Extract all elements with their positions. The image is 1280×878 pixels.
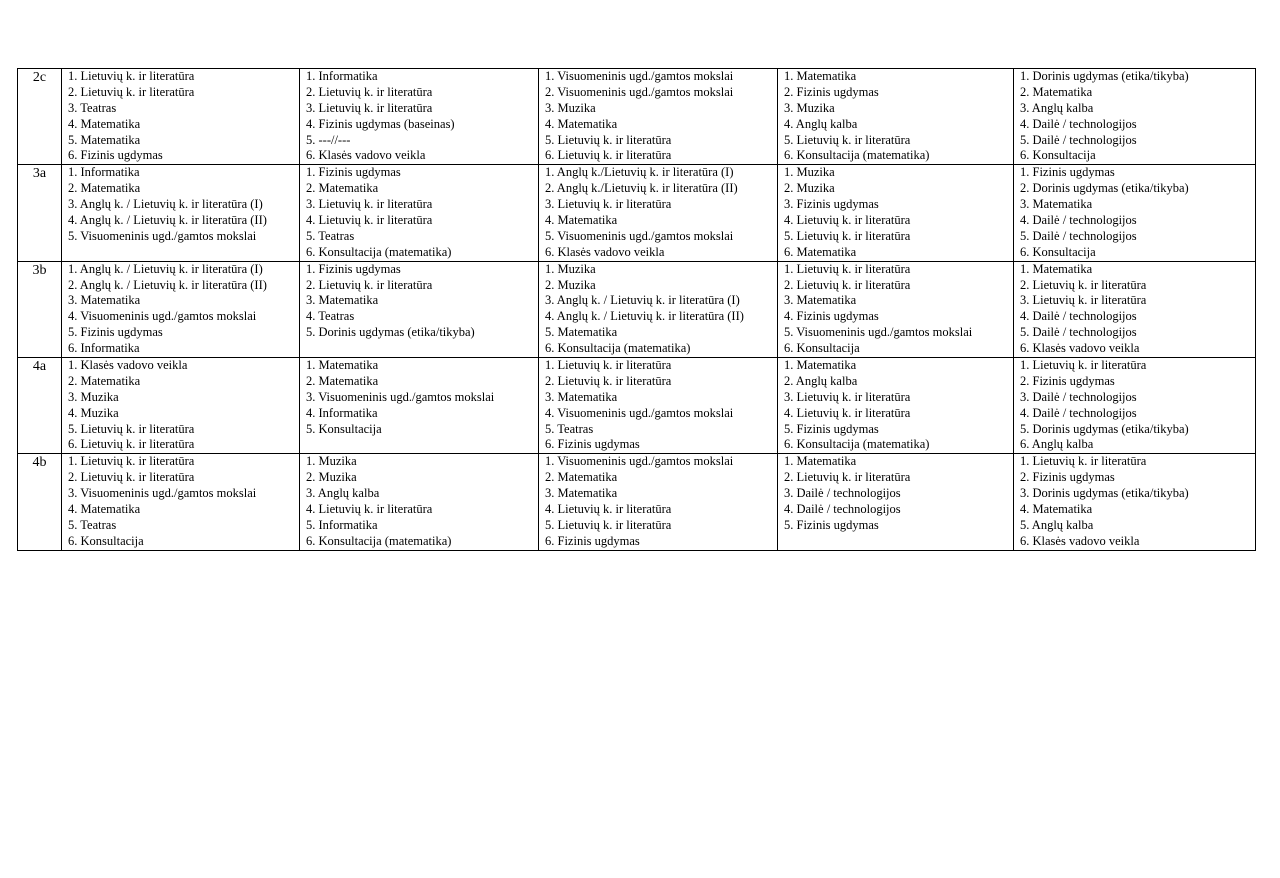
lesson-item: 4. Lietuvių k. ir literatūra	[784, 405, 911, 420]
lesson-item: 1. Muzika	[545, 261, 596, 276]
lesson-item: 3. Anglų k. / Lietuvių k. ir literatūra (I)	[545, 293, 740, 308]
lesson-list	[306, 454, 538, 549]
lesson-item: 1. Visuomeninis ugd./gamtos mokslai	[545, 69, 734, 83]
lesson-item: 6. Konsultacija (matematika)	[784, 148, 930, 163]
lesson-item: 3. Matematika	[1020, 197, 1093, 212]
class-label: 3b	[18, 261, 62, 357]
lesson-item: 5. Lietuvių k. ir literatūra	[545, 517, 672, 532]
lesson-item: 2. Fizinis ugdymas	[1020, 373, 1115, 388]
lesson-item: 5. Dorinis ugdymas (etika/tikyba)	[306, 325, 475, 340]
lesson-item: 5. Dorinis ugdymas (etika/tikyba)	[1020, 421, 1189, 436]
lesson-item: 2. Matematika	[545, 470, 618, 485]
lesson-item: 1. Visuomeninis ugd./gamtos mokslai	[545, 454, 734, 469]
lesson-list	[545, 69, 777, 164]
day-cell	[539, 454, 778, 550]
day-cell	[778, 261, 1014, 357]
lesson-item: 6. Fizinis ugdymas	[545, 437, 640, 452]
lesson-item: 3. Lietuvių k. ir literatūra	[1020, 293, 1147, 308]
lesson-item: 5. Konsultacija	[306, 421, 382, 436]
day-cell	[539, 358, 778, 454]
lesson-list	[545, 165, 777, 260]
day-cell	[62, 69, 300, 165]
lesson-list	[306, 69, 538, 164]
lesson-item: 1. Informatika	[68, 165, 140, 180]
lesson-item: 3. Anglų kalba	[306, 486, 380, 501]
lesson-item: 5. Anglų kalba	[1020, 517, 1094, 532]
lesson-item: 1. Matematika	[784, 358, 857, 373]
lesson-item: 2. Matematika	[68, 373, 141, 388]
lesson-item: 1. Muzika	[306, 454, 357, 469]
lesson-item: 3. Lietuvių k. ir literatūra	[545, 197, 672, 212]
lesson-item: 6. Konsultacija	[1020, 244, 1096, 259]
lesson-list	[784, 262, 1013, 357]
day-cell	[539, 165, 778, 261]
day-cell	[1014, 261, 1256, 357]
lesson-item: 2. Matematika	[1020, 84, 1093, 99]
lesson-item: 4. Dailė / technologijos	[784, 502, 901, 517]
lesson-item: 2. Muzika	[306, 470, 357, 485]
day-cell	[1014, 69, 1256, 165]
lesson-item: 4. Matematika	[68, 502, 141, 517]
lesson-item: 1. Matematika	[1020, 261, 1093, 276]
lesson-item: 6. Konsultacija (matematika)	[306, 533, 452, 548]
day-cell	[1014, 165, 1256, 261]
lesson-item: 5. Teatras	[306, 228, 355, 243]
day-cell	[778, 454, 1014, 550]
lesson-item: 6. Konsultacija (matematika)	[784, 437, 930, 452]
lesson-item: 1. Anglų k. / Lietuvių k. ir literatūra (I)	[68, 261, 263, 276]
lesson-item: 3. Muzika	[784, 100, 835, 115]
lesson-item: 3. Matematika	[68, 293, 141, 308]
lesson-item: 4. Visuomeninis ugd./gamtos mokslai	[68, 309, 257, 324]
lesson-list	[68, 69, 299, 164]
class-label: 4a	[18, 358, 62, 454]
lesson-item: 3. Fizinis ugdymas	[784, 197, 879, 212]
lesson-item: 6. Anglų kalba	[1020, 437, 1094, 452]
timetable-body	[18, 69, 1256, 551]
lesson-item: 2. Lietuvių k. ir literatūra	[784, 470, 911, 485]
lesson-item: 1. Lietuvių k. ir literatūra	[68, 69, 195, 83]
lesson-list	[784, 165, 1013, 260]
lesson-list	[306, 165, 538, 260]
class-label: 4b	[18, 454, 62, 550]
lesson-item: 5. Fizinis ugdymas	[784, 421, 879, 436]
lesson-item: 5. ---//---	[306, 132, 351, 147]
lesson-item: 1. Informatika	[306, 69, 378, 83]
lesson-item: 5. Lietuvių k. ir literatūra	[784, 132, 911, 147]
lesson-item: 1. Lietuvių k. ir literatūra	[1020, 358, 1147, 373]
lesson-item: 2. Lietuvių k. ir literatūra	[784, 277, 911, 292]
lesson-item: 6. Lietuvių k. ir literatūra	[545, 148, 672, 163]
lesson-item: 1. Matematika	[784, 69, 857, 83]
day-cell	[62, 358, 300, 454]
class-row	[18, 358, 1256, 454]
lesson-item: 5. Visuomeninis ugd./gamtos mokslai	[545, 228, 734, 243]
lesson-item: 3. Matematika	[545, 486, 618, 501]
lesson-item: 1. Lietuvių k. ir literatūra	[68, 454, 195, 469]
lesson-item: 2. Lietuvių k. ir literatūra	[68, 84, 195, 99]
lesson-item: 4. Fizinis ugdymas	[784, 309, 879, 324]
lesson-item: 5. Dailė / technologijos	[1020, 325, 1137, 340]
lesson-item: 5. Fizinis ugdymas	[68, 325, 163, 340]
lesson-item: 2. Fizinis ugdymas	[1020, 470, 1115, 485]
lesson-item: 6. Konsultacija (matematika)	[306, 244, 452, 259]
day-cell	[300, 165, 539, 261]
lesson-item: 5. Fizinis ugdymas	[784, 517, 879, 532]
lesson-item: 1. Lietuvių k. ir literatūra	[1020, 454, 1147, 469]
lesson-item: 1. Fizinis ugdymas	[306, 261, 401, 276]
day-cell	[778, 165, 1014, 261]
lesson-item: 3. Dailė / technologijos	[1020, 389, 1137, 404]
class-label: 2c	[18, 69, 62, 165]
lesson-item: 4. Muzika	[68, 405, 119, 420]
lesson-item: 4. Informatika	[306, 405, 378, 420]
lesson-item: 2. Matematika	[306, 373, 379, 388]
lesson-item: 5. Lietuvių k. ir literatūra	[784, 228, 911, 243]
class-row	[18, 69, 1256, 165]
lesson-item: 1. Fizinis ugdymas	[1020, 165, 1115, 180]
lesson-item: 4. Anglų kalba	[784, 116, 858, 131]
day-cell	[778, 358, 1014, 454]
lesson-list	[68, 262, 299, 357]
lesson-item: 6. Klasės vadovo veikla	[545, 244, 665, 259]
lesson-item: 1. Klasės vadovo veikla	[68, 358, 188, 373]
lesson-item: 5. Lietuvių k. ir literatūra	[545, 132, 672, 147]
lesson-item: 4. Dailė / technologijos	[1020, 309, 1137, 324]
lesson-item: 6. Klasės vadovo veikla	[1020, 341, 1140, 356]
class-row	[18, 165, 1256, 261]
lesson-item: 1. Lietuvių k. ir literatūra	[784, 261, 911, 276]
lesson-list	[1020, 454, 1255, 549]
lesson-item: 5. Visuomeninis ugd./gamtos mokslai	[68, 228, 257, 243]
lesson-item: 3. Dailė / technologijos	[784, 486, 901, 501]
lesson-item: 6. Konsultacija (matematika)	[545, 341, 691, 356]
lesson-item: 5. Matematika	[68, 132, 141, 147]
lesson-list	[545, 454, 777, 549]
day-cell	[778, 69, 1014, 165]
lesson-item: 4. Lietuvių k. ir literatūra	[306, 213, 433, 228]
day-cell	[300, 454, 539, 550]
lesson-item: 1. Anglų k./Lietuvių k. ir literatūra (I)	[545, 165, 734, 180]
day-cell	[539, 69, 778, 165]
lesson-item: 2. Lietuvių k. ir literatūra	[68, 470, 195, 485]
lesson-item: 3. Anglų kalba	[1020, 100, 1094, 115]
lesson-item: 4. Matematika	[68, 116, 141, 131]
lesson-item: 5. Teatras	[545, 421, 594, 436]
lesson-item: 3. Muzika	[68, 389, 119, 404]
lesson-item: 3. Visuomeninis ugd./gamtos mokslai	[306, 389, 495, 404]
lesson-item: 1. Fizinis ugdymas	[306, 165, 401, 180]
lesson-item: 2. Dorinis ugdymas (etika/tikyba)	[1020, 181, 1189, 196]
lesson-item: 6. Klasės vadovo veikla	[306, 148, 426, 163]
lesson-list	[1020, 358, 1255, 453]
lesson-item: 1. Lietuvių k. ir literatūra	[545, 358, 672, 373]
lesson-item: 3. Lietuvių k. ir literatūra	[784, 389, 911, 404]
lesson-list	[784, 69, 1013, 164]
lesson-item: 2. Lietuvių k. ir literatūra	[1020, 277, 1147, 292]
lesson-list	[1020, 262, 1255, 357]
lesson-item: 2. Matematika	[68, 181, 141, 196]
lesson-item: 4. Dailė / technologijos	[1020, 405, 1137, 420]
lesson-item: 6. Fizinis ugdymas	[68, 148, 163, 163]
lesson-list	[545, 262, 777, 357]
lesson-item: 4. Lietuvių k. ir literatūra	[784, 213, 911, 228]
lesson-item: 4. Matematika	[545, 116, 618, 131]
class-label: 3a	[18, 165, 62, 261]
lesson-item: 2. Visuomeninis ugd./gamtos mokslai	[545, 84, 734, 99]
lesson-list	[306, 262, 538, 341]
lesson-item: 3. Matematika	[545, 389, 618, 404]
lesson-list	[68, 358, 299, 453]
lesson-item: 2. Anglų k./Lietuvių k. ir literatūra (II)	[545, 181, 738, 196]
lesson-list	[1020, 69, 1255, 164]
lesson-item: 1. Muzika	[784, 165, 835, 180]
lesson-list	[545, 358, 777, 453]
lesson-item: 2. Muzika	[545, 277, 596, 292]
lesson-item: 1. Matematika	[306, 358, 379, 373]
lesson-item: 3. Anglų k. / Lietuvių k. ir literatūra (I)	[68, 197, 263, 212]
lesson-item: 5. Teatras	[68, 517, 117, 532]
day-cell	[62, 165, 300, 261]
day-cell	[300, 261, 539, 357]
lesson-item: 3. Lietuvių k. ir literatūra	[306, 197, 433, 212]
lesson-item: 2. Muzika	[784, 181, 835, 196]
lesson-item: 6. Konsultacija	[1020, 148, 1096, 163]
lesson-item: 2. Matematika	[306, 181, 379, 196]
lesson-list	[1020, 165, 1255, 260]
lesson-item: 4. Fizinis ugdymas (baseinas)	[306, 116, 455, 131]
day-cell	[300, 358, 539, 454]
lesson-item: 4. Anglų k. / Lietuvių k. ir literatūra (II)	[545, 309, 744, 324]
lesson-item: 3. Dorinis ugdymas (etika/tikyba)	[1020, 486, 1189, 501]
lesson-item: 5. Dailė / technologijos	[1020, 132, 1137, 147]
lesson-item: 3. Muzika	[545, 100, 596, 115]
lesson-list	[784, 454, 1013, 533]
lesson-item: 2. Lietuvių k. ir literatūra	[545, 373, 672, 388]
lesson-item: 6. Konsultacija	[784, 341, 860, 356]
lesson-item: 5. Matematika	[545, 325, 618, 340]
lesson-list	[306, 358, 538, 437]
lesson-item: 6. Lietuvių k. ir literatūra	[68, 437, 195, 452]
lesson-list	[68, 454, 299, 549]
lesson-item: 1. Matematika	[784, 454, 857, 469]
lesson-item: 3. Teatras	[68, 100, 117, 115]
lesson-item: 4. Dailė / technologijos	[1020, 116, 1137, 131]
lesson-item: 2. Lietuvių k. ir literatūra	[306, 277, 433, 292]
lesson-item: 5. Lietuvių k. ir literatūra	[68, 421, 195, 436]
lesson-item: 4. Teatras	[306, 309, 355, 324]
lesson-item: 4. Lietuvių k. ir literatūra	[545, 502, 672, 517]
lesson-item: 4. Matematika	[545, 213, 618, 228]
lesson-item: 5. Informatika	[306, 517, 378, 532]
lesson-item: 6. Konsultacija	[68, 533, 144, 548]
lesson-item: 5. Visuomeninis ugd./gamtos mokslai	[784, 325, 973, 340]
day-cell	[62, 261, 300, 357]
lesson-item: 4. Matematika	[1020, 502, 1093, 517]
lesson-item: 4. Visuomeninis ugd./gamtos mokslai	[545, 405, 734, 420]
class-row	[18, 261, 1256, 357]
lesson-item: 2. Anglų k. / Lietuvių k. ir literatūra (II)	[68, 277, 267, 292]
lesson-item: 6. Informatika	[68, 341, 140, 356]
lesson-item: 3. Matematika	[784, 293, 857, 308]
lesson-item: 4. Anglų k. / Lietuvių k. ir literatūra (II)	[68, 213, 267, 228]
lesson-item: 4. Dailė / technologijos	[1020, 213, 1137, 228]
lesson-list	[68, 165, 299, 244]
lesson-item: 3. Lietuvių k. ir literatūra	[306, 100, 433, 115]
day-cell	[300, 69, 539, 165]
lesson-item: 3. Visuomeninis ugd./gamtos mokslai	[68, 486, 257, 501]
lesson-item: 4. Lietuvių k. ir literatūra	[306, 502, 433, 517]
lesson-item: 5. Dailė / technologijos	[1020, 228, 1137, 243]
timetable	[17, 68, 1256, 551]
lesson-item: 2. Anglų kalba	[784, 373, 858, 388]
lesson-item: 1. Dorinis ugdymas (etika/tikyba)	[1020, 69, 1189, 83]
lesson-item: 6. Matematika	[784, 244, 857, 259]
day-cell	[1014, 454, 1256, 550]
lesson-item: 3. Matematika	[306, 293, 379, 308]
class-row	[18, 454, 1256, 550]
lesson-item: 6. Fizinis ugdymas	[545, 533, 640, 548]
day-cell	[62, 454, 300, 550]
lesson-item: 2. Lietuvių k. ir literatūra	[306, 84, 433, 99]
lesson-list	[784, 358, 1013, 453]
day-cell	[539, 261, 778, 357]
lesson-item: 2. Fizinis ugdymas	[784, 84, 879, 99]
day-cell	[1014, 358, 1256, 454]
lesson-item: 6. Klasės vadovo veikla	[1020, 533, 1140, 548]
